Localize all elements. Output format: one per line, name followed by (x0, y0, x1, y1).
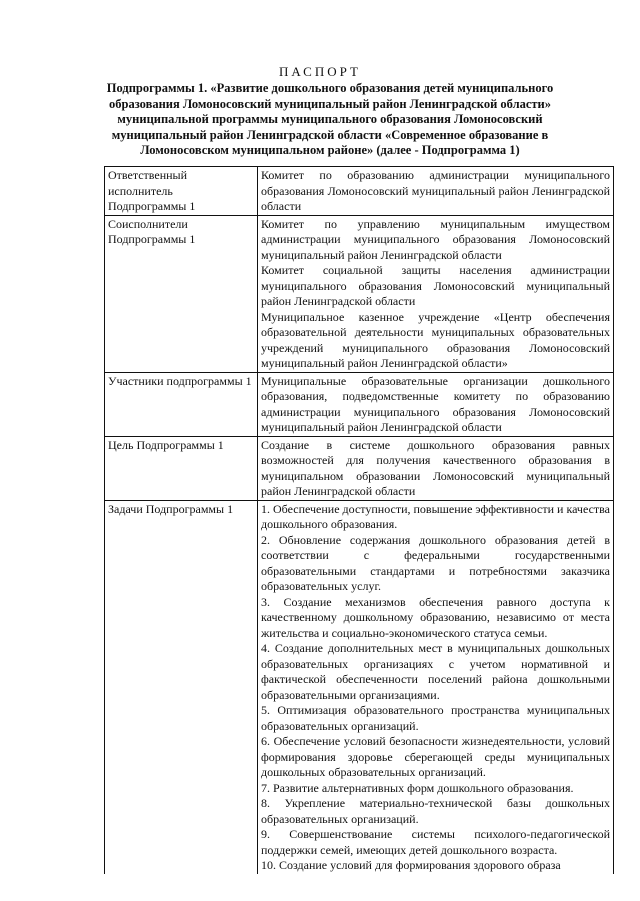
value-co-executors (258, 215, 614, 372)
value-goal: Создание в системе дошкольного образования равных возможностей для получения качественного образования в муниципальном образовании Ломоносовский муниципальный район Ленинградской области (258, 436, 614, 500)
label-co-executors: Соисполнители Подпрограммы 1 (105, 215, 258, 372)
value-responsible: Комитет по образованию администрации муниципального образования Ломоносовский муниципальный район Ленинградской области (258, 167, 614, 216)
subprogram-title-line: Ломоносовском муниципальном районе» (далее - Подпрограмма 1) (140, 143, 520, 157)
task-item: 9. Совершенствование системы психолого-педагогической поддержки семей, имеющих детей дошкольного возраста. (261, 827, 610, 857)
passport-heading: ПАСПОРТ (279, 64, 361, 79)
value-tasks (258, 500, 614, 874)
task-item: 5. Оптимизация образовательного пространства муниципальных образовательных организаций. (261, 703, 610, 733)
label-participants: Участники подпрограммы 1 (105, 372, 258, 436)
co-executor-item: Комитет по управлению муниципальным имуществом администрации муниципального образования Ломоносовский муниципальный район Ленинградской области (261, 216, 610, 262)
label-responsible: Ответственный исполнитель Подпрограммы 1 (105, 167, 258, 216)
subprogram-title-line: образования Ломоносовский муниципальный район Ленинградской области» (109, 96, 551, 111)
subprogram-title-line: муниципальной программы муниципального образования Ломоносовский (117, 112, 543, 126)
task-item: 7. Развитие альтернативных форм дошкольного образования. (261, 780, 574, 795)
task-item: 4. Создание дополнительных мест в муниципальных дошкольных образовательных организациях с учетом нормативной и фактической обеспеченности поселений района дошкольными образовательными организациями. (261, 641, 610, 702)
label-tasks: Задачи Подпрограммы 1 (105, 500, 258, 874)
table-row-co-executors (105, 215, 614, 372)
value-participants: Муниципальные образовательные организации дошкольного образования, подведомственные комитету по образованию администрации муниципального образования Ломоносовский муниципальный район Ленинградской области (258, 372, 614, 436)
task-item: 6. Обеспечение условий безопасности жизнедеятельности, условий формирования здоровье сберегающей среды муниципальных дошкольных образовательных организаций. (261, 734, 610, 779)
co-executor-item: Комитет социальной защиты населения администрации муниципального образования Ломоносовский муниципальный район Ленинградской области (261, 263, 610, 308)
task-item: 3. Создание механизмов обеспечения равного доступа к качественному дошкольному образованию, независимо от места жительства и социально-экономического статуса семьи. (261, 594, 610, 640)
subprogram-title-line: муниципальный район Ленинградской области «Современное образование в (111, 127, 549, 142)
task-item: 8. Укрепление материально-технической базы дошкольных образовательных организаций. (261, 796, 610, 826)
co-executor-item: Муниципальное казенное учреждение «Центр обеспечения образовательной деятельности муниципальных образовательных учреждений муниципального образования Ломоносовский муниципальный район Ленинградской области» (261, 309, 610, 370)
task-item: 10. Создание условий для формирования здорового образа (261, 858, 561, 872)
table-row-responsible (105, 167, 614, 216)
table-row-tasks (105, 500, 614, 874)
table-row-participants (105, 372, 614, 436)
task-item: 1. Обеспечение доступности, повышение эффективности и качества дошкольного образования. (261, 501, 610, 531)
task-item: 2. Обновление содержания дошкольного образования детей в соответствии с федеральными государственными образовательными стандартами и потребностями заказчика образовательных услуг. (261, 532, 610, 593)
subprogram-title (80, 81, 580, 159)
label-goal: Цель Подпрограммы 1 (105, 436, 258, 500)
passport-table (104, 166, 614, 874)
subprogram-title-line: Подпрограммы 1. «Развитие дошкольного образования детей муниципального (106, 81, 554, 95)
table-row-goal (105, 436, 614, 500)
